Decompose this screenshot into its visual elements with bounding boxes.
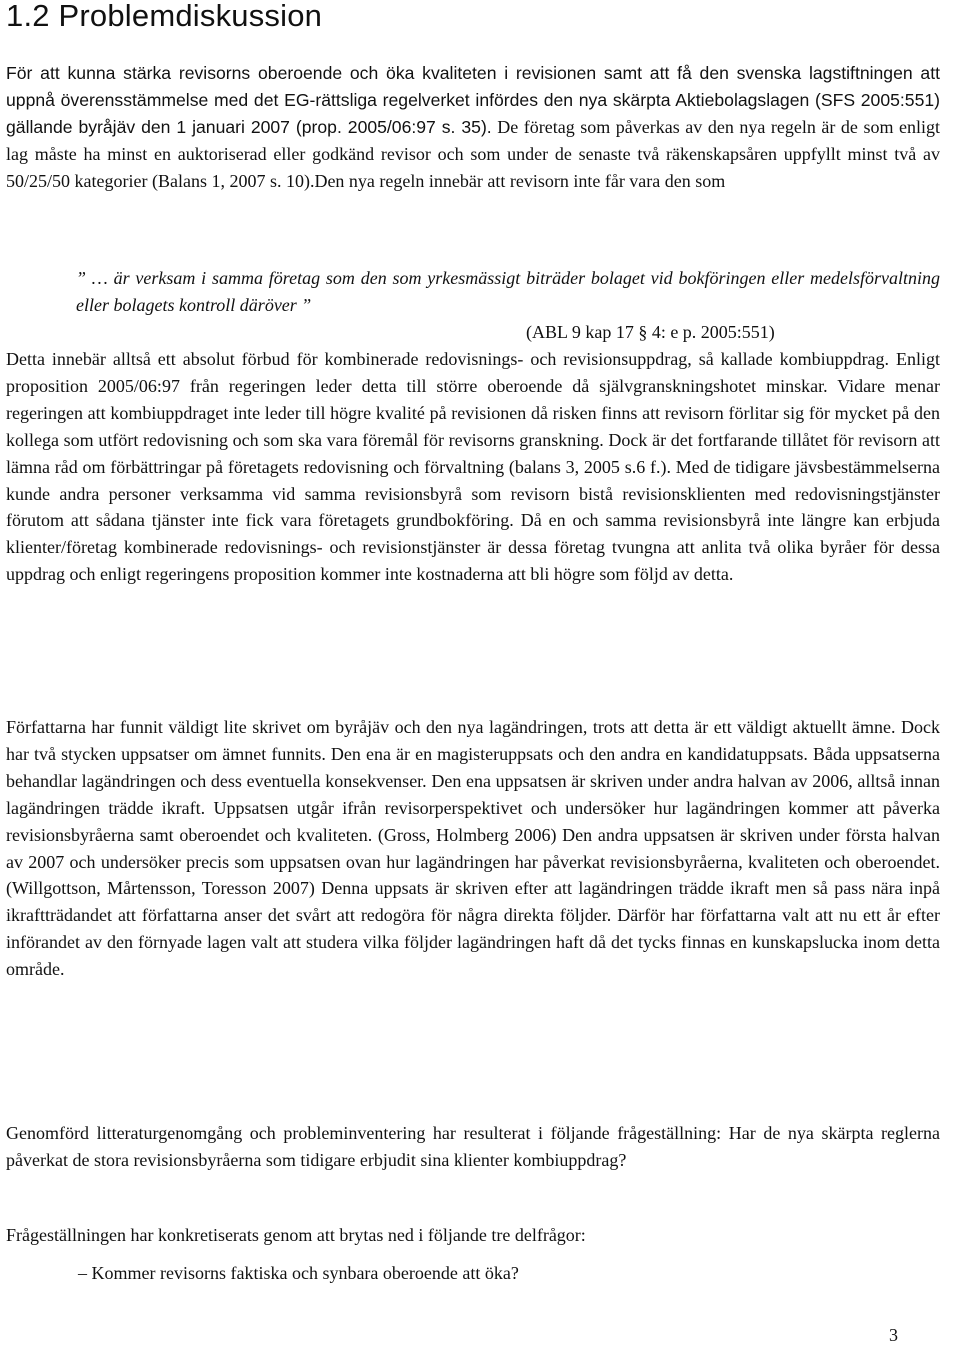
paragraph-consequences: Detta innebär alltså ett absolut förbud för kombinerade redovisnings- och revisionsuppdrag, så kallade kombiuppdrag. Enligt proposition 2005/06:97 från regeringen leder detta till större oberoende då självgranskningshotet minskar. Vidare menar regeringen att kombiuppdraget inte leder till högre kvalité på revisionen då risken finns att revisorn förlitar sig för mycket på den kollega som utfört redovisning och som ska vara föremål för revisorns granskning. Dock är det fortfarande tillåtet för revisorn att lämna råd om förbättringar på företagets redovisning och förvaltning (balans 3, 2005 s.6 f.). Med de tidigare jävsbestämmelserna kunde andra personer verksamma vid samma revisionsbyrå som revisorn bistå revisionsklienten med redovisningstjänster förutom att sådana tjänster inte fick vara företagets grundbokföring. Då en och samma revisionsbyrå inte längre kan erbjuda klienter/företag kombinerade redovisnings- och revisionstjänster är dessa företag tvungna att anlita två olika byråer för dessa uppdrag och enligt regeringens proposition kommer inte kostnaderna att bli högre som följd av detta. — [6, 349, 940, 585]
section-heading: 1.2 Problemdiskussion — [6, 0, 323, 33]
law-citation: (ABL 9 kap 17 § 4: e p. 2005:551) — [526, 322, 775, 342]
sub-question-item: – Kommer revisorns faktiska och synbara oberoende att öka? — [78, 1263, 519, 1283]
page-number: 3 — [889, 1325, 898, 1345]
paragraph-previous-research: Författarna har funnit väldigt lite skrivet om byråjäv och den nya lagändringen, trots att detta är ett väldigt aktuellt ämne. Dock har två stycken uppsatser om ämnet funnits. Den ena är en magisteruppsats och den andra en kandidatuppsats. Båda uppsatserna behandlar lagändringen och dess eventuella konsekvenser. Den ena uppsatsen är skriven under andra halvan av 2006, alltså innan lagändringen trädde ikraft. Uppsatsen utgår ifrån revisorperspektivet och undersöker hur lagändringen kommer att påverka revisionsbyråerna samt oberoendet och kvaliteten. (Gross, Holmberg 2006) Den andra uppsatsen är skriven under första halvan av 2007 och undersöker precis som uppsatsen ovan hur lagändringen har påverkat revisionsbyråerna, kvaliteten och oberoendet.(Willgottson, Mårtensson, Toresson 2007) Denna uppsats är skriven efter att lagändringen trädde ikraft men så pass nära inpå ikraftträdandet att författarna anser det svårt att redogöra för några direkta följder. Därför har författarna valt att nu ett år efter införandet av den förnyade lagen valt att studera vilka följder lagändringen haft då det tycks finnas en kunskapslucka inom detta område. — [6, 717, 940, 980]
paragraph-intro-part2: De företag som påverkas av den nya regeln är de som enligt lag måste ha minst en auktoriserad eller godkänd revisor och som under de senaste två räkenskapsåren uppfyllt minst två av 50/25/50 kategorier (Balans 1, 2007 s. 10).Den nya regeln innebär att revisorn inte får vara den som — [6, 116, 940, 191]
paragraph-intro-part1: För att kunna stärka revisorns oberoende och öka kvaliteten i revisionen samt att få den svenska lagstiftningen att uppnå överensstämmelse med det EG-rättsliga regelverket infördes den nya skärpta Aktiebolagslagen (SFS 2005:551) gällande byråjäv den 1 januari 2007 (prop. 2005/06:97 s. 35). — [6, 63, 940, 137]
paragraph-sub-questions-intro: Frågeställningen har konkretiserats genom att brytas ned i följande tre delfrågor: — [6, 1225, 586, 1245]
paragraph-intro — [6, 60, 940, 195]
law-quote: ” … är verksam i samma företag som den som yrkesmässigt biträder bolaget vid bokföringen eller medelsförvaltning eller bolagets kontroll däröver ” — [76, 268, 940, 315]
paragraph-research-question: Genomförd litteraturgenomgång och probleminventering har resulterat i följande frågeställning: Har de nya skärpta reglerna påverkat de stora revisionsbyråerna som tidigare erbjudit sina klienter kombiuppdrag? — [6, 1123, 940, 1170]
